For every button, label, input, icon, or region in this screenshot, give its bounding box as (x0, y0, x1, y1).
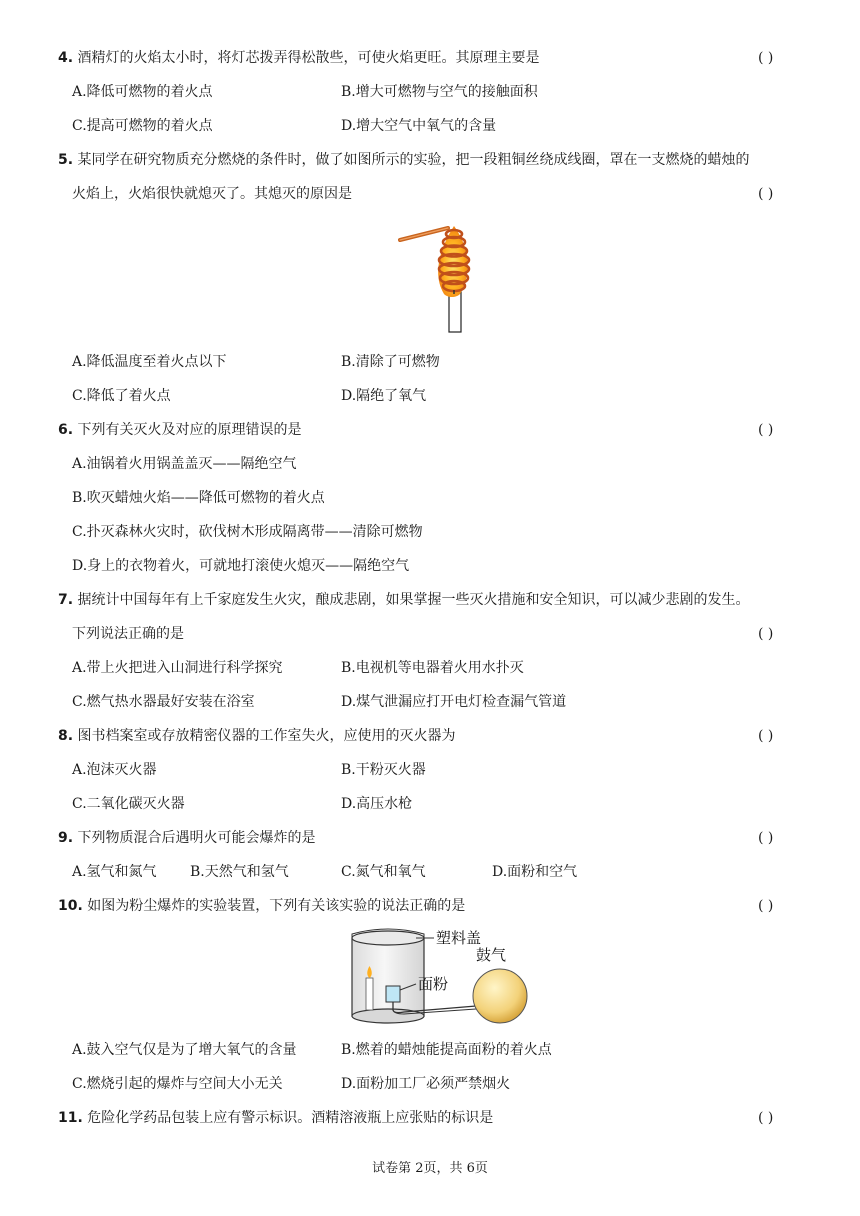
question-number: 8. (58, 728, 74, 744)
question-text: 如图为粉尘爆炸的实验装置，下列有关该实验的说法正确的是 (87, 898, 466, 914)
question-8-stem (58, 726, 456, 746)
question-number: 5. (58, 152, 74, 168)
question-text: 酒精灯的火焰太小时，将灯芯拨弄得松散些，可使火焰更旺。其原理主要是 (77, 50, 540, 66)
question-6-stem (58, 420, 302, 440)
option-9d: D.面粉和空气 (492, 864, 578, 880)
dust-explosion-apparatus-figure (344, 926, 530, 1032)
option-7a: A.带上火把进入山洞进行科学探究 (72, 660, 283, 676)
answer-paren-7: ( ) (758, 626, 774, 642)
question-5-stem-line2: 火焰上，火焰很快就熄灭了。其熄灭的原因是 (72, 186, 352, 202)
option-8d: D.高压水枪 (341, 796, 413, 812)
question-text: 据统计中国每年有上千家庭发生火灾，酿成悲剧，如果掌握一些灭火措施和安全知识，可以减少悲剧的发生。 (77, 592, 750, 608)
question-text: 下列物质混合后遇明火可能会爆炸的是 (77, 830, 316, 846)
copper-coil-candle-figure (396, 218, 476, 334)
option-6d: D.身上的衣物着火，可就地打滚使火熄灭——隔绝空气 (72, 558, 410, 574)
question-4-stem (58, 48, 540, 68)
lid-label: 塑料盖 (436, 929, 482, 947)
page-footer: 试卷第 2页，共 6页 (372, 1161, 488, 1176)
option-4a: A.降低可燃物的着火点 (72, 84, 213, 100)
answer-paren-5: ( ) (758, 186, 774, 202)
option-4c: C.提高可燃物的着火点 (72, 118, 213, 134)
option-10c: C.燃烧引起的爆炸与空间大小无关 (72, 1076, 283, 1092)
option-5b: B.清除了可燃物 (341, 354, 440, 370)
option-10b: B.燃着的蜡烛能提高面粉的着火点 (341, 1042, 552, 1058)
option-4d: D.增大空气中氧气的含量 (341, 118, 497, 134)
question-number: 7. (58, 592, 74, 608)
option-5a: A.降低温度至着火点以下 (72, 354, 227, 370)
option-5d: D.隔绝了氧气 (341, 388, 427, 404)
option-6b: B.吹灭蜡烛火焰——降低可燃物的着火点 (72, 490, 325, 506)
question-5-stem (58, 150, 750, 170)
option-9c: C.氮气和氧气 (341, 864, 426, 880)
answer-paren-4: ( ) (758, 50, 774, 66)
question-number: 9. (58, 830, 74, 846)
blow-label: 鼓气 (476, 946, 507, 964)
option-5c: C.降低了着火点 (72, 388, 171, 404)
option-9a: A.氢气和氮气 (72, 864, 157, 880)
question-7-stem-line2: 下列说法正确的是 (72, 626, 184, 642)
answer-paren-6: ( ) (758, 422, 774, 438)
option-6a: A.油锅着火用锅盖盖灭——隔绝空气 (72, 456, 297, 472)
question-text: 某同学在研究物质充分燃烧的条件时，做了如图所示的实验，把一段粗铜丝绕成线圈，罩在一支燃烧的蜡烛的 (77, 152, 750, 168)
answer-paren-10: ( ) (758, 898, 774, 914)
question-number: 10. (58, 898, 83, 914)
answer-paren-8: ( ) (758, 728, 774, 744)
question-number: 6. (58, 422, 74, 438)
option-4b: B.增大可燃物与空气的接触面积 (341, 84, 538, 100)
question-number: 11. (58, 1110, 83, 1126)
option-6c: C.扑灭森林火灾时，砍伐树木形成隔离带——清除可燃物 (72, 524, 423, 540)
question-text: 危险化学药品包装上应有警示标识。酒精溶液瓶上应张贴的标识是 (87, 1110, 494, 1126)
option-9b: B.天然气和氢气 (190, 864, 289, 880)
question-text: 下列有关灭火及对应的原理错误的是 (77, 422, 302, 438)
question-10-stem (58, 896, 465, 916)
answer-paren-11: ( ) (758, 1110, 774, 1126)
option-7b: B.电视机等电器着火用水扑灭 (341, 660, 524, 676)
answer-paren-9: ( ) (758, 830, 774, 846)
option-10a: A.鼓入空气仅是为了增大氧气的含量 (72, 1042, 297, 1058)
option-8a: A.泡沫灭火器 (72, 762, 157, 778)
option-7c: C.燃气热水器最好安装在浴室 (72, 694, 255, 710)
question-number: 4. (58, 50, 74, 66)
option-10d: D.面粉加工厂必须严禁烟火 (341, 1076, 511, 1092)
flour-label: 面粉 (418, 975, 449, 993)
option-8b: B.干粉灭火器 (341, 762, 426, 778)
question-7-stem (58, 590, 750, 610)
option-7d: D.煤气泄漏应打开电灯检查漏气管道 (341, 694, 567, 710)
question-11-stem (58, 1108, 493, 1128)
option-8c: C.二氧化碳灭火器 (72, 796, 185, 812)
question-text: 图书档案室或存放精密仪器的工作室失火，应使用的灭火器为 (77, 728, 456, 744)
question-9-stem (58, 828, 316, 848)
